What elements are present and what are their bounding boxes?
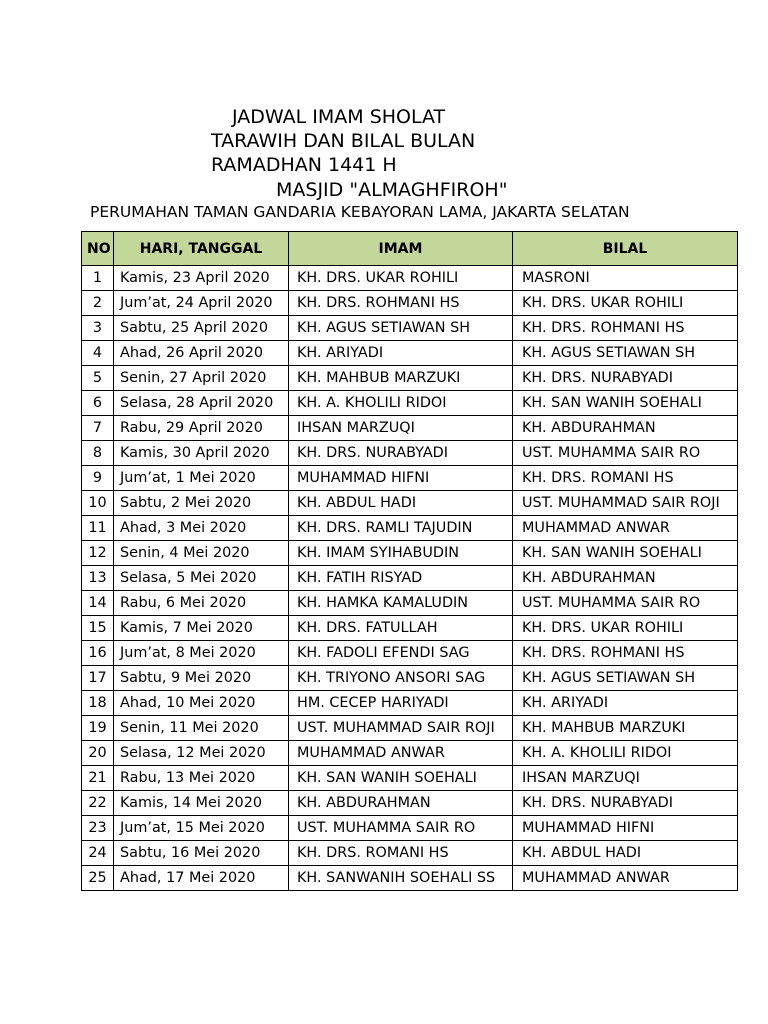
row-bilal: MASRONI [513, 266, 738, 291]
table-header-row [82, 232, 738, 266]
row-bilal: UST. MUHAMMA SAIR RO [513, 591, 738, 616]
row-imam: KH. IMAM SYIHABUDIN [289, 541, 513, 566]
row-date: Selasa, 12 Mei 2020 [114, 741, 289, 766]
header-bilal: BILAL [513, 232, 738, 266]
row-date: Kamis, 7 Mei 2020 [114, 616, 289, 641]
table-row [82, 616, 738, 641]
row-number: 21 [82, 766, 114, 791]
row-bilal: KH. MAHBUB MARZUKI [513, 716, 738, 741]
row-imam: KH. AGUS SETIAWAN SH [289, 316, 513, 341]
table-row [82, 416, 738, 441]
table-row [82, 441, 738, 466]
table-row [82, 366, 738, 391]
row-bilal: KH. A. KHOLILI RIDOI [513, 741, 738, 766]
table-row [82, 641, 738, 666]
row-bilal: KH. DRS. UKAR ROHILI [513, 291, 738, 316]
row-date: Sabtu, 2 Mei 2020 [114, 491, 289, 516]
row-number: 19 [82, 716, 114, 741]
row-date: Jum’at, 24 April 2020 [114, 291, 289, 316]
row-bilal: KH. SAN WANIH SOEHALI [513, 541, 738, 566]
table-row [82, 691, 738, 716]
table-row [82, 391, 738, 416]
row-imam: IHSAN MARZUQI [289, 416, 513, 441]
row-imam: UST. MUHAMMAD SAIR ROJI [289, 716, 513, 741]
header-no: NO [82, 232, 114, 266]
row-number: 3 [82, 316, 114, 341]
row-date: Senin, 11 Mei 2020 [114, 716, 289, 741]
table-row [82, 341, 738, 366]
row-number: 15 [82, 616, 114, 641]
table-row [82, 491, 738, 516]
row-date: Senin, 4 Mei 2020 [114, 541, 289, 566]
row-number: 12 [82, 541, 114, 566]
row-number: 14 [82, 591, 114, 616]
row-imam: KH. DRS. RAMLI TAJUDIN [289, 516, 513, 541]
row-bilal: KH. DRS. NURABYADI [513, 366, 738, 391]
row-number: 11 [82, 516, 114, 541]
row-date: Sabtu, 16 Mei 2020 [114, 841, 289, 866]
row-date: Ahad, 3 Mei 2020 [114, 516, 289, 541]
schedule-table-body [82, 266, 738, 891]
row-number: 17 [82, 666, 114, 691]
row-date: Jum’at, 8 Mei 2020 [114, 641, 289, 666]
table-row [82, 791, 738, 816]
header-date: HARI, TANGGAL [114, 232, 289, 266]
row-number: 25 [82, 866, 114, 891]
table-row [82, 816, 738, 841]
row-imam: KH. SAN WANIH SOEHALI [289, 766, 513, 791]
row-imam: KH. MAHBUB MARZUKI [289, 366, 513, 391]
row-date: Ahad, 17 Mei 2020 [114, 866, 289, 891]
document-subtitle: PERUMAHAN TAMAN GANDARIA KEBAYORAN LAMA, JAKARTA SELATAN [90, 203, 630, 221]
row-number: 24 [82, 841, 114, 866]
row-number: 18 [82, 691, 114, 716]
row-date: Rabu, 6 Mei 2020 [114, 591, 289, 616]
row-bilal: MUHAMMAD ANWAR [513, 516, 738, 541]
row-bilal: KH. SAN WANIH SOEHALI [513, 391, 738, 416]
row-date: Senin, 27 April 2020 [114, 366, 289, 391]
table-row [82, 466, 738, 491]
row-bilal: KH. DRS. NURABYADI [513, 791, 738, 816]
row-bilal: UST. MUHAMMA SAIR RO [513, 441, 738, 466]
row-imam: KH. DRS. FATULLAH [289, 616, 513, 641]
table-row [82, 316, 738, 341]
row-number: 4 [82, 341, 114, 366]
row-date: Sabtu, 9 Mei 2020 [114, 666, 289, 691]
row-bilal: IHSAN MARZUQI [513, 766, 738, 791]
table-row [82, 741, 738, 766]
table-row [82, 566, 738, 591]
row-imam: KH. DRS. NURABYADI [289, 441, 513, 466]
row-date: Rabu, 29 April 2020 [114, 416, 289, 441]
row-imam: UST. MUHAMMA SAIR RO [289, 816, 513, 841]
row-imam: KH. SANWANIH SOEHALI SS [289, 866, 513, 891]
row-imam: MUHAMMAD ANWAR [289, 741, 513, 766]
row-imam: KH. FADOLI EFENDI SAG [289, 641, 513, 666]
row-date: Kamis, 23 April 2020 [114, 266, 289, 291]
table-row [82, 766, 738, 791]
row-imam: KH. DRS. UKAR ROHILI [289, 266, 513, 291]
document-title-line-2: TARAWIH DAN BILAL BULAN [211, 130, 476, 152]
row-number: 13 [82, 566, 114, 591]
row-bilal: KH. DRS. ROHMANI HS [513, 641, 738, 666]
row-number: 6 [82, 391, 114, 416]
row-imam: KH. DRS. ROHMANI HS [289, 291, 513, 316]
row-number: 7 [82, 416, 114, 441]
row-bilal: KH. DRS. ROMANI HS [513, 466, 738, 491]
row-number: 2 [82, 291, 114, 316]
row-number: 9 [82, 466, 114, 491]
table-row [82, 841, 738, 866]
row-imam: KH. A. KHOLILI RIDOI [289, 391, 513, 416]
row-imam: KH. ABDURAHMAN [289, 791, 513, 816]
row-date: Ahad, 10 Mei 2020 [114, 691, 289, 716]
row-date: Kamis, 30 April 2020 [114, 441, 289, 466]
row-bilal: MUHAMMAD HIFNI [513, 816, 738, 841]
row-date: Sabtu, 25 April 2020 [114, 316, 289, 341]
row-imam: KH. ARIYADI [289, 341, 513, 366]
row-imam: MUHAMMAD HIFNI [289, 466, 513, 491]
table-row [82, 291, 738, 316]
row-date: Selasa, 5 Mei 2020 [114, 566, 289, 591]
row-bilal: KH. ABDURAHMAN [513, 566, 738, 591]
row-bilal: UST. MUHAMMAD SAIR ROJI [513, 491, 738, 516]
table-row [82, 591, 738, 616]
row-imam: KH. FATIH RISYAD [289, 566, 513, 591]
row-bilal: KH. DRS. UKAR ROHILI [513, 616, 738, 641]
row-number: 16 [82, 641, 114, 666]
row-date: Kamis, 14 Mei 2020 [114, 791, 289, 816]
schedule-table [81, 231, 738, 891]
row-imam: KH. DRS. ROMANI HS [289, 841, 513, 866]
document-title-line-4: MASJID "ALMAGHFIROH" [276, 179, 508, 201]
row-bilal: KH. AGUS SETIAWAN SH [513, 341, 738, 366]
row-imam: HM. CECEP HARIYADI [289, 691, 513, 716]
row-number: 8 [82, 441, 114, 466]
document-title-line-1: JADWAL IMAM SHOLAT [232, 106, 446, 128]
row-number: 1 [82, 266, 114, 291]
header-imam: IMAM [289, 232, 513, 266]
row-imam: KH. ABDUL HADI [289, 491, 513, 516]
row-date: Jum’at, 15 Mei 2020 [114, 816, 289, 841]
table-row [82, 716, 738, 741]
row-date: Rabu, 13 Mei 2020 [114, 766, 289, 791]
row-imam: KH. TRIYONO ANSORI SAG [289, 666, 513, 691]
table-row [82, 866, 738, 891]
row-date: Ahad, 26 April 2020 [114, 341, 289, 366]
row-number: 5 [82, 366, 114, 391]
document-title-line-3: RAMADHAN 1441 H [211, 154, 397, 176]
row-bilal: KH. ABDURAHMAN [513, 416, 738, 441]
row-imam: KH. HAMKA KAMALUDIN [289, 591, 513, 616]
row-date: Selasa, 28 April 2020 [114, 391, 289, 416]
row-number: 20 [82, 741, 114, 766]
row-bilal: KH. AGUS SETIAWAN SH [513, 666, 738, 691]
table-row [82, 666, 738, 691]
row-bilal: MUHAMMAD ANWAR [513, 866, 738, 891]
row-bilal: KH. DRS. ROHMANI HS [513, 316, 738, 341]
row-bilal: KH. ABDUL HADI [513, 841, 738, 866]
row-number: 23 [82, 816, 114, 841]
row-number: 22 [82, 791, 114, 816]
table-row [82, 266, 738, 291]
table-row [82, 541, 738, 566]
row-number: 10 [82, 491, 114, 516]
row-bilal: KH. ARIYADI [513, 691, 738, 716]
table-row [82, 516, 738, 541]
row-date: Jum’at, 1 Mei 2020 [114, 466, 289, 491]
